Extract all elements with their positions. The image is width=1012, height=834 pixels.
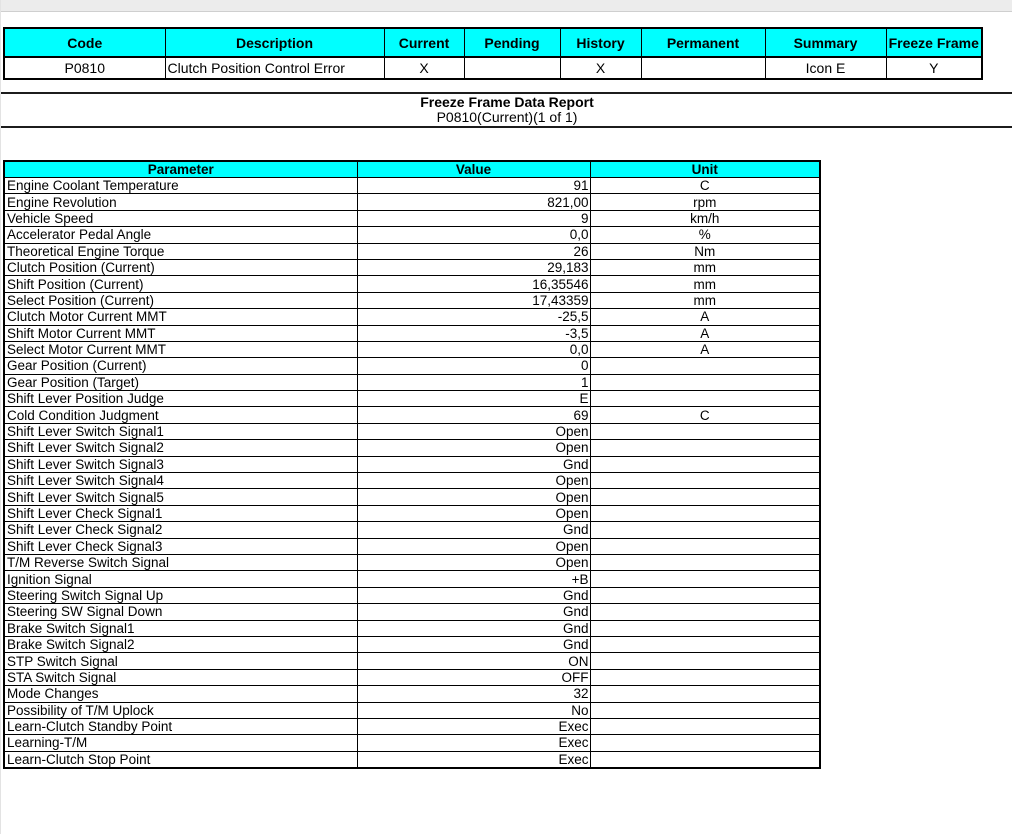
- table-cell: [590, 505, 820, 521]
- table-cell: -3,5: [357, 325, 590, 341]
- table-row: [4, 243, 820, 259]
- table-cell: 821,00: [357, 194, 590, 210]
- table-cell: [590, 440, 820, 456]
- table-cell: T/M Reverse Switch Signal: [4, 554, 357, 570]
- table-cell: Brake Switch Signal2: [4, 636, 357, 652]
- table-cell: [590, 473, 820, 489]
- table-cell: 29,183: [357, 259, 590, 275]
- table-row: [4, 702, 820, 718]
- column-header: Unit: [590, 161, 820, 178]
- table-cell: E: [357, 391, 590, 407]
- table-cell: Shift Lever Switch Signal5: [4, 489, 357, 505]
- table-row: [4, 636, 820, 652]
- table-cell: mm: [590, 276, 820, 292]
- table-cell: Shift Lever Switch Signal1: [4, 423, 357, 439]
- dtc-summary-table: [3, 27, 983, 80]
- table-cell: Possibility of T/M Uplock: [4, 702, 357, 718]
- table-cell: Shift Lever Position Judge: [4, 391, 357, 407]
- column-header: Freeze Frame: [886, 28, 982, 57]
- table-cell: A: [590, 341, 820, 357]
- table-cell: 91: [357, 178, 590, 194]
- table-cell: [590, 718, 820, 734]
- table-cell: Cold Condition Judgment: [4, 407, 357, 423]
- table-cell: [590, 669, 820, 685]
- report-title: Freeze Frame Data Report: [420, 94, 594, 110]
- table-cell: Y: [886, 57, 982, 79]
- table-cell: Ignition Signal: [4, 571, 357, 587]
- table-cell: Nm: [590, 243, 820, 259]
- table-row: [4, 194, 820, 210]
- table-cell: [590, 538, 820, 554]
- table-cell: No: [357, 702, 590, 718]
- table-row: [4, 604, 820, 620]
- column-header: Current: [384, 28, 464, 57]
- table-cell: Clutch Motor Current MMT: [4, 309, 357, 325]
- table-cell: Gnd: [357, 456, 590, 472]
- table-row: [4, 554, 820, 570]
- table-cell: Shift Motor Current MMT: [4, 325, 357, 341]
- table-cell: Clutch Position (Current): [4, 259, 357, 275]
- table-row: [4, 178, 820, 194]
- table-cell: STP Switch Signal: [4, 653, 357, 669]
- table-cell: rpm: [590, 194, 820, 210]
- table-cell: Steering Switch Signal Up: [4, 587, 357, 603]
- table-row: [4, 669, 820, 685]
- table-cell: [590, 653, 820, 669]
- table-cell: 69: [357, 407, 590, 423]
- table-cell: 32: [357, 686, 590, 702]
- table-cell: [641, 57, 765, 79]
- table-cell: [590, 522, 820, 538]
- table-cell: Gnd: [357, 587, 590, 603]
- table-cell: [590, 620, 820, 636]
- table-cell: [590, 636, 820, 652]
- column-header: Summary: [765, 28, 886, 57]
- table-cell: mm: [590, 259, 820, 275]
- table-row: [4, 440, 820, 456]
- table-cell: 26: [357, 243, 590, 259]
- table-row: [4, 391, 820, 407]
- table-cell: Mode Changes: [4, 686, 357, 702]
- table-cell: [590, 374, 820, 390]
- table-row: [4, 358, 820, 374]
- table-cell: Exec: [357, 751, 590, 768]
- table-cell: Open: [357, 440, 590, 456]
- table-cell: A: [590, 325, 820, 341]
- table-cell: 1: [357, 374, 590, 390]
- table-cell: [590, 686, 820, 702]
- table-cell: 0,0: [357, 341, 590, 357]
- table-cell: X: [384, 57, 464, 79]
- freeze-frame-data-table: [3, 160, 821, 769]
- table-cell: km/h: [590, 210, 820, 226]
- table-row: [4, 489, 820, 505]
- table-cell: Select Position (Current): [4, 292, 357, 308]
- table-row: [4, 276, 820, 292]
- table-cell: C: [590, 178, 820, 194]
- table-cell: [464, 57, 560, 79]
- report-subtitle: P0810(Current)(1 of 1): [436, 109, 578, 125]
- table-row: [4, 57, 982, 79]
- table-row: [4, 210, 820, 226]
- table-row: [4, 374, 820, 390]
- table-row: [4, 325, 820, 341]
- table-cell: 17,43359: [357, 292, 590, 308]
- dtc-header-row: [4, 28, 982, 57]
- divider-line-bottom: [1, 126, 1012, 128]
- table-cell: Gear Position (Target): [4, 374, 357, 390]
- window-top-bar: [1, 0, 1012, 12]
- freeze-frame-table-body: [4, 178, 820, 769]
- table-cell: Shift Lever Switch Signal2: [4, 440, 357, 456]
- table-cell: Open: [357, 554, 590, 570]
- table-cell: [590, 604, 820, 620]
- table-cell: Exec: [357, 735, 590, 751]
- table-row: [4, 227, 820, 243]
- table-cell: OFF: [357, 669, 590, 685]
- column-header: Value: [357, 161, 590, 178]
- table-cell: Vehicle Speed: [4, 210, 357, 226]
- table-row: [4, 259, 820, 275]
- table-row: [4, 505, 820, 521]
- table-cell: Brake Switch Signal1: [4, 620, 357, 636]
- table-cell: Engine Revolution: [4, 194, 357, 210]
- table-cell: Steering SW Signal Down: [4, 604, 357, 620]
- table-cell: [590, 423, 820, 439]
- table-row: [4, 292, 820, 308]
- table-cell: [590, 358, 820, 374]
- table-row: [4, 620, 820, 636]
- table-cell: STA Switch Signal: [4, 669, 357, 685]
- table-row: [4, 456, 820, 472]
- table-cell: Accelerator Pedal Angle: [4, 227, 357, 243]
- table-cell: C: [590, 407, 820, 423]
- table-cell: Open: [357, 423, 590, 439]
- table-cell: Gnd: [357, 620, 590, 636]
- table-row: [4, 653, 820, 669]
- table-cell: Gear Position (Current): [4, 358, 357, 374]
- table-row: [4, 522, 820, 538]
- table-cell: +B: [357, 571, 590, 587]
- table-cell: ON: [357, 653, 590, 669]
- table-cell: [590, 489, 820, 505]
- table-cell: -25,5: [357, 309, 590, 325]
- table-cell: 9: [357, 210, 590, 226]
- table-cell: Open: [357, 505, 590, 521]
- column-header: Permanent: [641, 28, 765, 57]
- column-header: Code: [4, 28, 165, 57]
- table-cell: P0810: [4, 57, 165, 79]
- table-cell: Gnd: [357, 522, 590, 538]
- table-cell: Shift Lever Check Signal2: [4, 522, 357, 538]
- table-cell: Clutch Position Control Error: [165, 57, 384, 79]
- table-cell: Learning-T/M: [4, 735, 357, 751]
- table-row: [4, 407, 820, 423]
- table-cell: Select Motor Current MMT: [4, 341, 357, 357]
- table-cell: [590, 554, 820, 570]
- table-cell: 16,35546: [357, 276, 590, 292]
- freeze-frame-header-row: [4, 161, 820, 178]
- table-row: [4, 686, 820, 702]
- table-cell: Learn-Clutch Standby Point: [4, 718, 357, 734]
- table-cell: [590, 587, 820, 603]
- table-cell: 0,0: [357, 227, 590, 243]
- table-row: [4, 423, 820, 439]
- table-row: [4, 735, 820, 751]
- table-cell: Open: [357, 538, 590, 554]
- column-header: History: [560, 28, 641, 57]
- table-cell: [590, 456, 820, 472]
- table-cell: Gnd: [357, 604, 590, 620]
- table-row: [4, 718, 820, 734]
- table-cell: [590, 391, 820, 407]
- column-header: Parameter: [4, 161, 357, 178]
- table-row: [4, 587, 820, 603]
- table-cell: Icon E: [765, 57, 886, 79]
- table-cell: [590, 702, 820, 718]
- table-cell: Open: [357, 489, 590, 505]
- table-cell: 0: [357, 358, 590, 374]
- table-cell: [590, 571, 820, 587]
- table-row: [4, 571, 820, 587]
- table-cell: Shift Lever Switch Signal3: [4, 456, 357, 472]
- table-cell: Shift Position (Current): [4, 276, 357, 292]
- report-header: [1, 95, 1012, 125]
- table-cell: Open: [357, 473, 590, 489]
- table-row: [4, 751, 820, 768]
- table-cell: X: [560, 57, 641, 79]
- table-cell: Engine Coolant Temperature: [4, 178, 357, 194]
- table-cell: Shift Lever Switch Signal4: [4, 473, 357, 489]
- table-cell: %: [590, 227, 820, 243]
- table-cell: Gnd: [357, 636, 590, 652]
- column-header: Description: [165, 28, 384, 57]
- table-row: [4, 341, 820, 357]
- table-row: [4, 473, 820, 489]
- table-cell: Theoretical Engine Torque: [4, 243, 357, 259]
- table-cell: [590, 751, 820, 768]
- table-cell: Shift Lever Check Signal1: [4, 505, 357, 521]
- table-cell: Shift Lever Check Signal3: [4, 538, 357, 554]
- table-cell: Learn-Clutch Stop Point: [4, 751, 357, 768]
- column-header: Pending: [464, 28, 560, 57]
- table-row: [4, 309, 820, 325]
- table-cell: Exec: [357, 718, 590, 734]
- table-cell: A: [590, 309, 820, 325]
- table-cell: mm: [590, 292, 820, 308]
- dtc-table-body: [4, 57, 982, 79]
- table-cell: [590, 735, 820, 751]
- table-row: [4, 538, 820, 554]
